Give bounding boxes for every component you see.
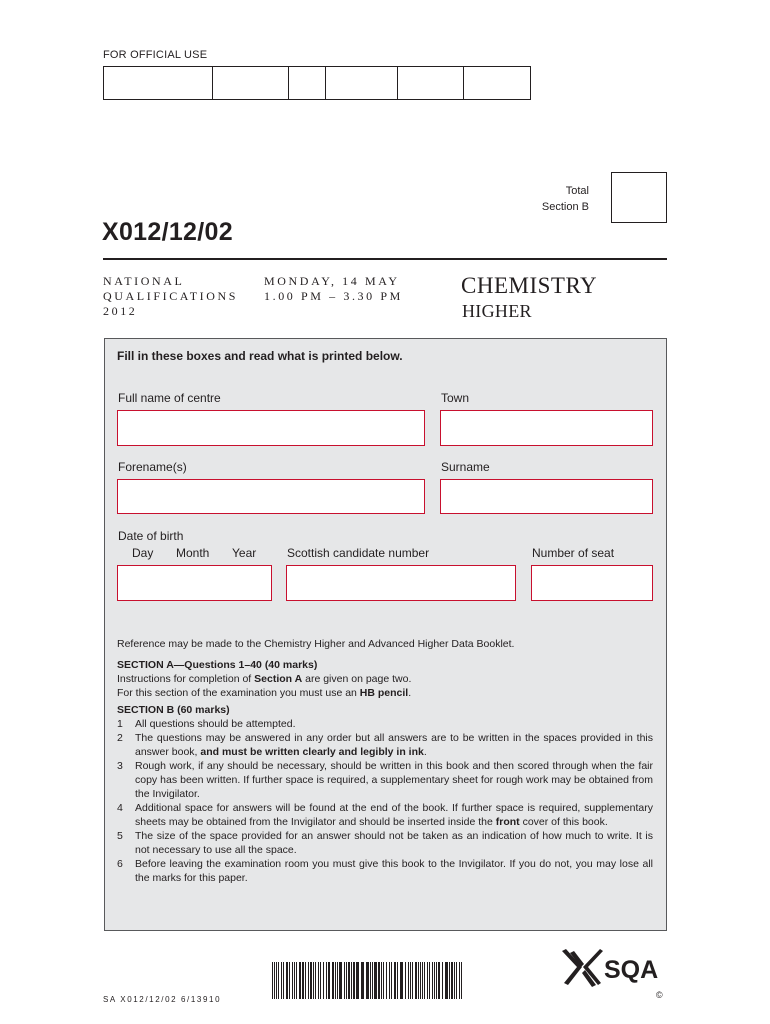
barcode-bar bbox=[308, 962, 309, 999]
barcode-bar bbox=[383, 962, 384, 999]
subject-name: CHEMISTRY bbox=[461, 273, 598, 298]
barcode-bar bbox=[278, 962, 279, 999]
item-text bbox=[135, 731, 653, 759]
bold-text: HB pencil bbox=[359, 687, 409, 699]
barcode-bar bbox=[289, 962, 290, 999]
barcode-bar bbox=[353, 962, 355, 999]
barcode-bar bbox=[461, 962, 462, 999]
centre-name-field[interactable] bbox=[117, 410, 425, 446]
barcode-bar bbox=[451, 962, 453, 999]
total-section-b-label bbox=[520, 183, 589, 215]
barcode-bar bbox=[410, 962, 411, 999]
forename-field[interactable] bbox=[117, 479, 425, 514]
year-label: Year bbox=[232, 546, 257, 560]
barcode-bar bbox=[386, 962, 387, 999]
barcode-bar bbox=[374, 962, 377, 999]
national-qualifications-block bbox=[103, 274, 238, 319]
barcode-bar bbox=[320, 962, 321, 999]
barcode-bar bbox=[323, 962, 324, 999]
barcode-bar bbox=[432, 962, 433, 999]
item-number: 5 bbox=[117, 830, 123, 842]
barcode-bar bbox=[438, 962, 440, 999]
barcode-bar bbox=[415, 962, 417, 999]
barcode-bar bbox=[389, 962, 390, 999]
text: Instructions for completion of bbox=[117, 673, 255, 685]
bold-text: and must be written clearly and legibly in ink bbox=[200, 746, 424, 758]
total-label: Total bbox=[565, 185, 589, 197]
barcode-bar bbox=[292, 962, 293, 999]
section-b-label: Section B bbox=[541, 201, 589, 213]
town-label: Town bbox=[441, 391, 470, 405]
barcode-bar bbox=[337, 962, 338, 999]
item-text bbox=[135, 801, 653, 829]
barcode-bar bbox=[394, 962, 396, 999]
header-divider bbox=[103, 258, 667, 260]
item-number: 1 bbox=[117, 718, 123, 730]
barcode-bar bbox=[286, 962, 288, 999]
day-label: Day bbox=[132, 546, 154, 560]
instruction-item bbox=[117, 829, 653, 857]
instructions bbox=[117, 637, 653, 885]
barcode-bar bbox=[381, 962, 382, 999]
section-a-instruction-2 bbox=[117, 686, 653, 700]
copyright-symbol: © bbox=[656, 990, 663, 1000]
instruction-item bbox=[117, 801, 653, 829]
footer-paper-code: SA X012/12/02 6/13910 bbox=[103, 995, 222, 1004]
town-field[interactable] bbox=[440, 410, 653, 446]
seat-number-field[interactable] bbox=[531, 565, 653, 601]
barcode-bar bbox=[315, 962, 316, 999]
official-use-cell bbox=[104, 67, 213, 99]
text: cover of this book. bbox=[519, 816, 608, 828]
exam-date-block bbox=[264, 274, 403, 304]
centre-name-label: Full name of centre bbox=[118, 391, 221, 405]
text: The questions may be answered in any order but all answers are to be written in the spaces provided in this answer book, bbox=[135, 732, 653, 758]
barcode-bar bbox=[328, 962, 330, 999]
barcode-bar bbox=[372, 962, 373, 999]
barcode-bar bbox=[326, 962, 327, 999]
barcode-bar bbox=[427, 962, 428, 999]
year-label: 2012 bbox=[103, 304, 138, 318]
barcode-bar bbox=[339, 962, 342, 999]
exam-date: MONDAY, 14 MAY bbox=[264, 274, 400, 288]
reference-note: Reference may be made to the Chemistry Higher and Advanced Higher Data Booklet. bbox=[117, 638, 515, 650]
surname-label: Surname bbox=[441, 460, 490, 474]
official-use-grid bbox=[103, 66, 531, 100]
item-number: 3 bbox=[117, 760, 123, 772]
barcode-bar bbox=[302, 962, 304, 999]
official-use-cell bbox=[289, 67, 326, 99]
item-text: All questions should be attempted. bbox=[135, 718, 296, 730]
surname-field[interactable] bbox=[440, 479, 653, 514]
official-use-cell bbox=[213, 67, 289, 99]
text: . bbox=[423, 746, 427, 758]
bold-text: Section A bbox=[254, 673, 303, 685]
instruction-item bbox=[117, 731, 653, 759]
item-number: 2 bbox=[117, 732, 123, 744]
barcode-bar bbox=[434, 962, 435, 999]
instruction-item bbox=[117, 717, 653, 731]
text: Additional space for answers will be found at the end of the book. If further space is required, supplementary sheets may be obtained from the Invigilator and should be inserted inside the bbox=[135, 802, 653, 828]
text: . bbox=[408, 687, 412, 699]
official-use-cell bbox=[398, 67, 464, 99]
barcode-bar bbox=[276, 962, 277, 999]
barcode-bar bbox=[281, 962, 282, 999]
item-number: 4 bbox=[117, 802, 123, 814]
barcode-bar bbox=[370, 962, 371, 999]
barcode-bar bbox=[272, 962, 273, 999]
section-b-heading: SECTION B (60 marks) bbox=[117, 704, 230, 716]
item-text: The size of the space provided for an answer should not be taken as an indication of how much to write. It is not necessary to use all the space. bbox=[135, 830, 653, 856]
seat-number-label: Number of seat bbox=[532, 546, 615, 560]
total-section-b-box bbox=[611, 172, 667, 223]
text: are given on page two. bbox=[302, 673, 412, 685]
barcode-bar bbox=[397, 962, 398, 999]
panel-title: Fill in these boxes and read what is printed below. bbox=[117, 349, 403, 363]
barcode-bar bbox=[378, 962, 380, 999]
barcode-bar bbox=[344, 962, 345, 999]
date-of-birth-field[interactable] bbox=[117, 565, 272, 601]
official-use-cell bbox=[464, 67, 530, 99]
barcode-bar bbox=[299, 962, 301, 999]
barcode-bar bbox=[429, 962, 430, 999]
exam-time: 1.00 PM – 3.30 PM bbox=[264, 289, 403, 303]
item-number: 6 bbox=[117, 858, 123, 870]
instruction-item bbox=[117, 759, 653, 801]
paper-code: X012/12/02 bbox=[102, 218, 233, 246]
barcode-bar bbox=[366, 962, 369, 999]
candidate-number-field[interactable] bbox=[286, 565, 516, 601]
sqa-logo-text: SQA bbox=[604, 956, 659, 984]
date-of-birth-label: Date of birth bbox=[118, 529, 184, 543]
barcode-bar bbox=[351, 962, 352, 999]
barcode-bar bbox=[313, 962, 314, 999]
barcode-bar bbox=[305, 962, 306, 999]
barcode-bar bbox=[454, 962, 455, 999]
sqa-saltire-icon bbox=[562, 949, 603, 987]
barcode-bar bbox=[335, 962, 336, 999]
official-use-cell bbox=[326, 67, 399, 99]
barcode-bar bbox=[405, 962, 406, 999]
barcode-bar bbox=[420, 962, 421, 999]
barcode-bar bbox=[424, 962, 425, 999]
barcode-bar bbox=[408, 962, 409, 999]
barcode-bar bbox=[422, 962, 423, 999]
barcode-bar bbox=[449, 962, 450, 999]
bold-text: front bbox=[495, 816, 520, 828]
month-label: Month bbox=[176, 546, 210, 560]
subject-level: HIGHER bbox=[462, 301, 532, 321]
barcode-bar bbox=[456, 962, 457, 999]
instruction-item bbox=[117, 857, 653, 885]
barcode-bar bbox=[442, 962, 443, 999]
forename-label: Forename(s) bbox=[118, 460, 187, 474]
barcode-bar bbox=[294, 962, 295, 999]
barcode-bar bbox=[412, 962, 413, 999]
barcode-bar bbox=[346, 962, 347, 999]
official-use-label: FOR OFFICIAL USE bbox=[103, 49, 208, 61]
barcode-bar bbox=[274, 962, 275, 999]
text: For this section of the examination you must use an bbox=[117, 687, 360, 699]
barcode-bar bbox=[310, 962, 312, 999]
barcode-bar bbox=[445, 962, 448, 999]
national-label: NATIONAL bbox=[103, 274, 185, 288]
barcode-bar bbox=[459, 962, 460, 999]
sqa-logo bbox=[560, 945, 665, 990]
barcode-bar bbox=[391, 962, 392, 999]
barcode-bar bbox=[318, 962, 319, 999]
barcode-bar bbox=[436, 962, 437, 999]
barcode-bar bbox=[418, 962, 419, 999]
barcode-bar bbox=[296, 962, 297, 999]
barcode-bar bbox=[356, 962, 359, 999]
section-a-heading: SECTION A—Questions 1–40 (40 marks) bbox=[117, 659, 318, 671]
item-text: Before leaving the examination room you must give this book to the Invigilator. If you do not, you may lose all the marks for this paper. bbox=[135, 858, 653, 884]
barcode-bar bbox=[361, 962, 364, 999]
section-a-instruction-1 bbox=[117, 672, 653, 686]
barcode-bar bbox=[348, 962, 350, 999]
item-text: Rough work, if any should be necessary, should be written in this book and then scored through when the fair copy has been written. If further space is required, a supplementary sheet for rough work may be obtained from the Invigilator. bbox=[135, 760, 653, 800]
barcode bbox=[271, 962, 464, 999]
barcode-bar bbox=[332, 962, 334, 999]
qualifications-label: QUALIFICATIONS bbox=[103, 289, 239, 303]
barcode-bar bbox=[283, 962, 284, 999]
barcode-bar bbox=[400, 962, 403, 999]
candidate-number-label: Scottish candidate number bbox=[287, 546, 430, 560]
